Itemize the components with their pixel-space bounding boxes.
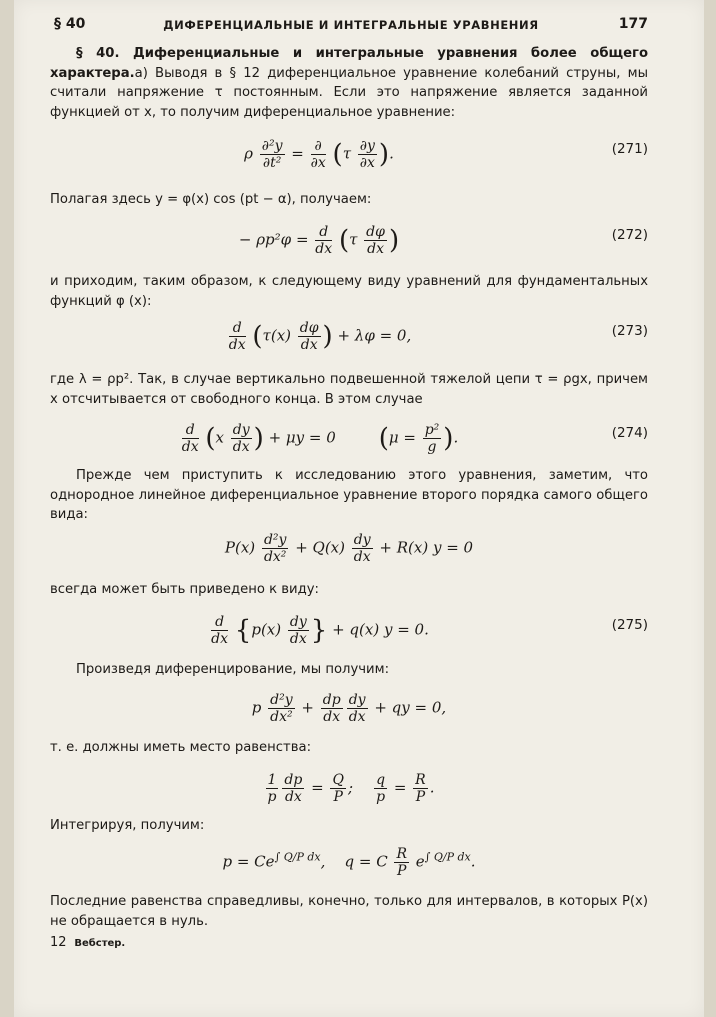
equation-general-formula: P(x) $\frac{\text{d²y}}{\text{dx²}}$ + Q(x) $\frac{dy}{dx}$ + R(x) y = 0 (224, 532, 474, 565)
equation-272 (50, 216, 648, 260)
equation-275-formula: $\frac{d}{dx}$ {p(x) $\frac{dy}{dx}$ } + q(x) y = 0. (211, 614, 429, 647)
equation-273-number: (273) (611, 323, 648, 339)
equation-solution-formula: $p = Ce^{\int Q/P dx}$, q = C $\frac{R}{P}$ $e^{\int Q/P dx}$. (222, 846, 476, 879)
paragraph-reduce: всегда может быть приведено к виду: (50, 582, 319, 597)
equation-expanded (50, 684, 648, 728)
equation-275-number: (275) (611, 617, 648, 633)
equation-275 (50, 606, 648, 650)
equation-272-formula: − ρp²φ = $\frac{d}{dx}$ (τ $\frac{d\varphi}{dx}$ ) (238, 224, 400, 257)
paragraph-chain: где λ = ρp². Так, в случае вертикально подвешенной тяжелой цепи τ = ρgx, причем x отсчитывается от свободного конца. В этом случае (50, 372, 648, 407)
intro-text: а) Выводя в § 12 диференциальное уравнение колебаний струны, мы считали напряжение τ постоянным. Если это напряжение является заданной функцией от x, то получим диференциальное уравнение: (50, 65, 648, 120)
paragraph-general: Прежде чем приступить к исследованию этого уравнения, заметим, что однородное линейное диференциальное уравнение второго порядка самого общего вида: (50, 468, 648, 522)
paragraph-fundamental: и приходим, таким образом, к следующему виду уравнений для фундаментальных функций φ (x): (50, 274, 648, 309)
equation-general (50, 524, 648, 568)
equation-274 (50, 414, 648, 458)
equation-274-number: (274) (611, 425, 648, 441)
equation-expanded-formula: p $\frac{\text{d²y}}{\text{dx²}}$ + $\frac{dp}{dx}$ $\frac{dy}{dx}$ + qy = 0, (251, 692, 447, 725)
running-header (54, 16, 648, 38)
paragraph-integrate: Интегрируя, получим: (50, 818, 205, 833)
footer-sheet-number: 12 (50, 935, 67, 950)
header-section: § 40 (54, 16, 86, 32)
equation-271-number: (271) (611, 141, 648, 157)
equation-solution (50, 838, 648, 882)
equation-271-formula: ρ $\frac{\text{∂²y}}{\text{∂t²}}$ = $\frac{\partial}{\partial x}$ (τ $\frac{\partial y}{\partial x}$ ). (244, 138, 394, 171)
paragraph-conclusion: Последние равенства справедливы, конечно, только для интервалов, в которых P(x) не обращается в нуль. (50, 894, 648, 929)
equation-271 (50, 130, 648, 174)
equation-273-formula: $\frac{d}{dx}$ (τ(x) $\frac{d\varphi}{dx}$ ) + λφ = 0, (228, 320, 412, 353)
paragraph-differentiate: Произведя диференцирование, мы получим: (76, 662, 390, 677)
equation-ratios (50, 764, 648, 808)
page-footer (50, 935, 125, 950)
equation-274-formula: $\frac{d}{dx}$ (x $\frac{dy}{dx}$ ) + μy = 0 (μ = $\frac{\text{p²}}{g}$ ). (181, 422, 459, 455)
equation-273 (50, 312, 648, 356)
paragraph-equalities: т. е. должны иметь место равенства: (50, 740, 312, 755)
paragraph-substitution: Полагая здесь y = φ(x) cos (pt − α), получаем: (50, 192, 372, 207)
header-page-number: 177 (618, 16, 648, 32)
paragraph-intro (50, 44, 648, 122)
footer-signature: Вебстер. (74, 938, 126, 949)
section-heading: § 40. Диференциальные и интегральные уравнения более общего характера. (50, 46, 648, 81)
book-page (14, 0, 704, 1017)
header-title: ДИФЕРЕНЦИАЛЬНЫЕ И ИНТЕГРАЛЬНЫЕ УРАВНЕНИЯ (163, 18, 539, 32)
equation-ratios-formula: $\frac{1}{p}$ $\frac{dp}{dx}$ = $\frac{Q}{P}$ ; $\frac{q}{p}$ = $\frac{R}{P}$ . (267, 772, 435, 805)
equation-272-number: (272) (611, 227, 648, 243)
